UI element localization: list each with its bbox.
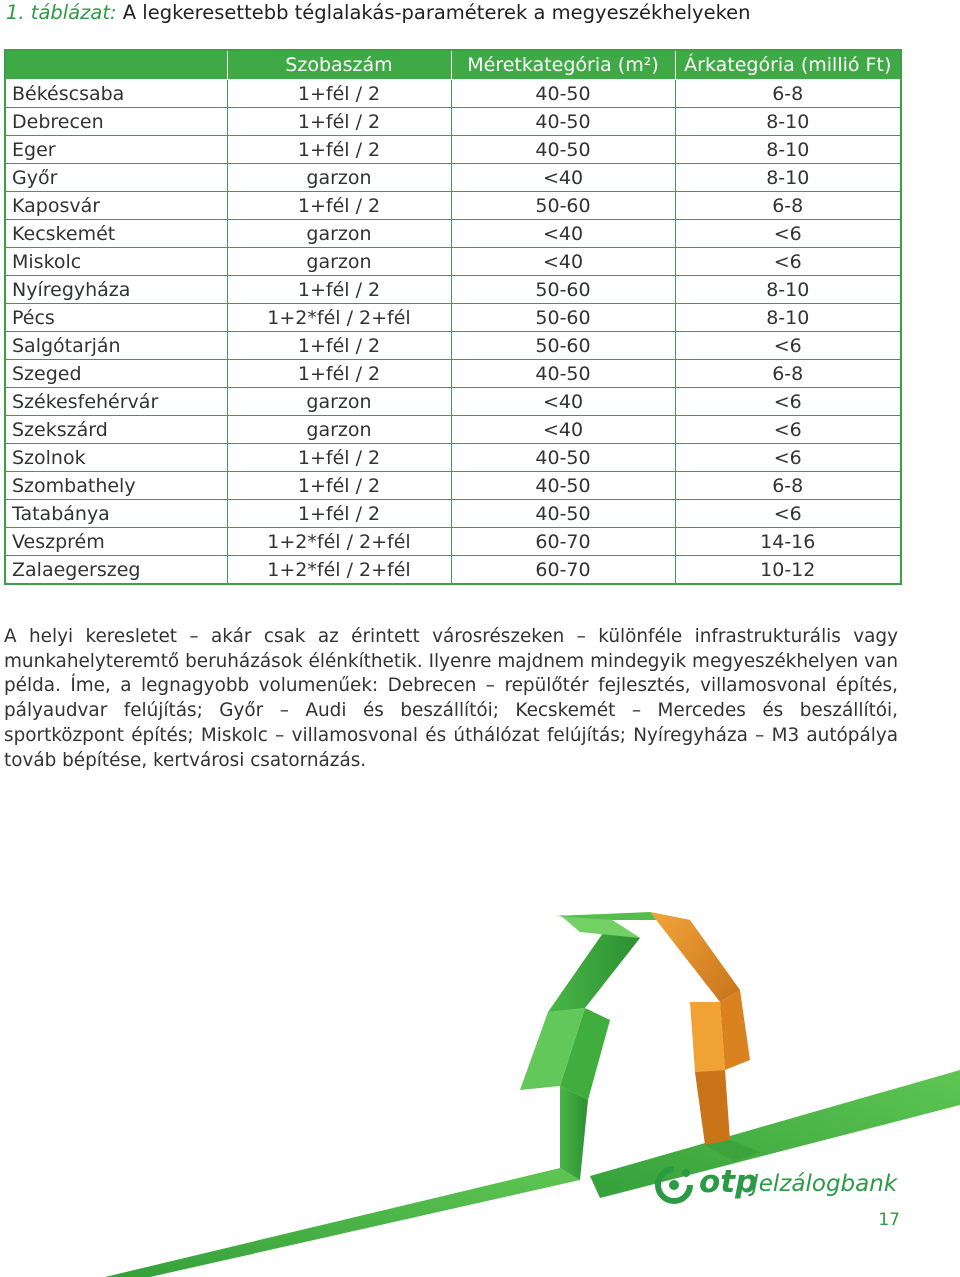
cell-city: Veszprém: [5, 528, 227, 556]
table-row: [5, 528, 901, 556]
table-row: [5, 108, 901, 136]
cell-price: <6: [675, 220, 901, 248]
column-header-price: Árkategória (millió Ft): [675, 50, 901, 80]
column-header-size: Méretkategória (m²): [451, 50, 675, 80]
cell-price: 6-8: [675, 360, 901, 388]
cell-size: 40-50: [451, 136, 675, 164]
caption-lead: 1. táblázat:: [6, 1, 117, 24]
cell-price: <6: [675, 332, 901, 360]
cell-size: 40-50: [451, 500, 675, 528]
cell-rooms: 1+fél / 2: [227, 360, 451, 388]
cell-rooms: 1+fél / 2: [227, 108, 451, 136]
cell-city: Kecskemét: [5, 220, 227, 248]
otp-jelzalogbank-logo: [655, 1162, 900, 1206]
cell-price: 6-8: [675, 192, 901, 220]
table-row: [5, 304, 901, 332]
cell-size: 60-70: [451, 528, 675, 556]
cell-price: 8-10: [675, 164, 901, 192]
table-row: [5, 80, 901, 108]
table-row: [5, 360, 901, 388]
caption-title: A legkeresettebb téglalakás-paraméterek a megyeszékhelyeken: [122, 1, 751, 24]
cell-price: 8-10: [675, 276, 901, 304]
cell-size: <40: [451, 388, 675, 416]
cell-price: 10-12: [675, 556, 901, 585]
cell-price: <6: [675, 500, 901, 528]
cell-size: <40: [451, 164, 675, 192]
page-number: 17: [878, 1210, 900, 1230]
cell-city: Salgótarján: [5, 332, 227, 360]
cell-rooms: garzon: [227, 220, 451, 248]
cell-rooms: 1+fél / 2: [227, 444, 451, 472]
cell-city: Debrecen: [5, 108, 227, 136]
cell-size: 40-50: [451, 472, 675, 500]
cell-rooms: 1+fél / 2: [227, 332, 451, 360]
cell-rooms: garzon: [227, 164, 451, 192]
cell-city: Miskolc: [5, 248, 227, 276]
cell-city: Zalaegerszeg: [5, 556, 227, 585]
cell-rooms: 1+fél / 2: [227, 80, 451, 108]
cell-size: 40-50: [451, 80, 675, 108]
house-ribbon-illustration: [0, 880, 960, 1277]
cell-size: 50-60: [451, 304, 675, 332]
table-row: [5, 220, 901, 248]
cell-price: 6-8: [675, 80, 901, 108]
table-row: [5, 164, 901, 192]
logo-name-text: Jelzálogbank: [752, 1171, 898, 1197]
cell-size: <40: [451, 416, 675, 444]
cell-price: <6: [675, 444, 901, 472]
logo-otp-text: otp: [699, 1164, 758, 1200]
table-row: [5, 472, 901, 500]
cell-size: <40: [451, 220, 675, 248]
table-header-row: [5, 50, 901, 80]
cell-rooms: garzon: [227, 388, 451, 416]
cell-rooms: 1+2*fél / 2+fél: [227, 556, 451, 585]
cell-rooms: 1+fél / 2: [227, 136, 451, 164]
cell-price: 6-8: [675, 472, 901, 500]
table-caption: [6, 0, 956, 26]
column-header-rooms: Szobaszám: [227, 50, 451, 80]
cell-rooms: 1+2*fél / 2+fél: [227, 304, 451, 332]
cell-size: 50-60: [451, 276, 675, 304]
table-row: [5, 248, 901, 276]
table-row: [5, 444, 901, 472]
cell-price: 8-10: [675, 108, 901, 136]
table-row: [5, 192, 901, 220]
cell-size: 40-50: [451, 444, 675, 472]
table-row: [5, 276, 901, 304]
cell-price: <6: [675, 388, 901, 416]
cell-city: Békéscsaba: [5, 80, 227, 108]
body-paragraph: A helyi keresletet – akár csak az érintett városrészeken – különféle infrastrukturális vagy munkahelyteremtő beruházások élénkíthetik. Ilyenre majdnem mindegyik megyeszékhelyen van példa. Íme, a legnagyobb volumenűek: Debrecen – repülőtér fejlesztés, villamosvonal építés, pályaudvar felújítás; Győr – Audi és beszállítói; Kecskemét – Mercedes és beszállítói, sportközpont építés; Miskolc – villamosvonal és úthálózat felújítás; Nyíregyháza – M3 autópálya továb bépítése, kertvárosi csatornázás.: [4, 626, 898, 771]
cell-size: 50-60: [451, 192, 675, 220]
cell-price: <6: [675, 416, 901, 444]
cell-city: Szombathely: [5, 472, 227, 500]
data-table: [4, 49, 902, 585]
cell-price: 8-10: [675, 136, 901, 164]
cell-city: Székesfehérvár: [5, 388, 227, 416]
cell-city: Szeged: [5, 360, 227, 388]
column-header-city: [5, 50, 227, 80]
cell-price: 14-16: [675, 528, 901, 556]
table-row: [5, 416, 901, 444]
cell-rooms: garzon: [227, 248, 451, 276]
cell-price: 8-10: [675, 304, 901, 332]
cell-price: <6: [675, 248, 901, 276]
cell-city: Tatabánya: [5, 500, 227, 528]
cell-size: 40-50: [451, 108, 675, 136]
cell-city: Pécs: [5, 304, 227, 332]
cell-city: Kaposvár: [5, 192, 227, 220]
table-body: [5, 80, 901, 585]
cell-rooms: 1+fél / 2: [227, 192, 451, 220]
cell-city: Szekszárd: [5, 416, 227, 444]
cell-rooms: garzon: [227, 416, 451, 444]
table-row: [5, 388, 901, 416]
cell-size: 40-50: [451, 360, 675, 388]
cell-rooms: 1+fél / 2: [227, 472, 451, 500]
cell-rooms: 1+fél / 2: [227, 276, 451, 304]
table-row: [5, 556, 901, 585]
cell-city: Győr: [5, 164, 227, 192]
cell-rooms: 1+fél / 2: [227, 500, 451, 528]
cell-city: Szolnok: [5, 444, 227, 472]
cell-city: Eger: [5, 136, 227, 164]
table-row: [5, 500, 901, 528]
cell-rooms: 1+2*fél / 2+fél: [227, 528, 451, 556]
cell-size: 60-70: [451, 556, 675, 585]
otp-logo-mark: [655, 1166, 693, 1204]
cell-size: 50-60: [451, 332, 675, 360]
cell-size: <40: [451, 248, 675, 276]
cell-city: Nyíregyháza: [5, 276, 227, 304]
table-row: [5, 332, 901, 360]
table-row: [5, 136, 901, 164]
